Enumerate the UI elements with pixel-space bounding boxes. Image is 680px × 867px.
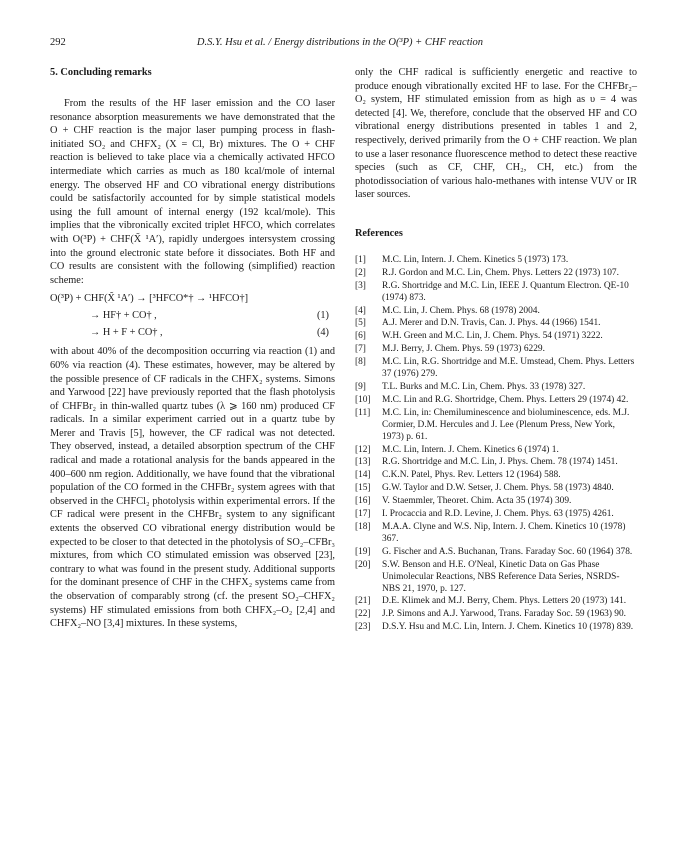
- reference-item: [355, 255, 637, 267]
- left-column: [50, 66, 335, 631]
- reference-text: M.C. Lin, Intern. J. Chem. Kinetics 6 (1974) 1.: [382, 444, 559, 455]
- reference-item: [355, 281, 637, 305]
- reference-item: [355, 445, 637, 457]
- reference-text: A.J. Merer and D.N. Travis, Can. J. Phys. 44 (1966) 1541.: [382, 318, 601, 329]
- reference-number: [6]: [355, 331, 366, 342]
- reference-number: [21]: [355, 596, 371, 607]
- reference-text: M.J. Berry, J. Chem. Phys. 59 (1973) 6229.: [382, 344, 545, 355]
- reference-number: [7]: [355, 344, 366, 355]
- reference-number: [13]: [355, 457, 371, 468]
- section-heading: 5. Concluding remarks: [50, 67, 152, 78]
- equation-line: [50, 327, 335, 341]
- reference-text: R.G. Shortridge and M.C. Lin, J. Phys. Chem. 78 (1974) 1451.: [382, 457, 618, 468]
- reference-number: [9]: [355, 382, 366, 392]
- reference-text: M.C. Lin, in: Chemiluminescence and bioluminescence, eds. M.J. Cormier, D.M. Hercules and J. Lee (Plenum Press, New York, 1973) p. 61.: [382, 407, 630, 442]
- reference-item: [355, 609, 637, 621]
- equation-text: → HF† + CO† ,: [90, 310, 157, 322]
- reference-text: T.L. Burks and M.C. Lin, Chem. Phys. 33 (1978) 327.: [382, 382, 586, 392]
- reference-item: [355, 357, 637, 381]
- reference-item: [355, 483, 637, 495]
- references-heading: References: [355, 227, 403, 239]
- paragraph-conclusion: only the CHF radical is sufficiently energetic and reactive to produce enough vibrationally excited HF to lase. For the CHFBr₂–O₂ system, HF stimulated emission from as high as υ = 4 was detected [4]. We, therefore, conclude that the observed HF and CO vibrational energy distributions presented in tables 1 and 2, respectively, derived primarily from the O + CHF reaction. We plan to use a laser resonance fluorescence method to detect these reactive species (such as CF, CHF, CH₂, CH, etc.) from the photodissociation of various halo-methanes with intense VUV or IR laser sources.: [355, 67, 637, 201]
- reference-text: S.W. Benson and H.E. O'Neal, Kinetic Data on Gas Phase Unimolecular Reactions, NBS Reference Data Series, NSRDS-NBS 21, 1970, p. 127.: [382, 559, 620, 594]
- reference-text: M.A.A. Clyne and W.S. Nip, Intern. J. Chem. Kinetics 10 (1978) 367.: [382, 521, 626, 544]
- equation-text: → H + F + CO† ,: [90, 327, 163, 339]
- reference-number: [10]: [355, 394, 371, 405]
- reference-number: [23]: [355, 622, 371, 633]
- reference-text: I. Procaccia and R.D. Levine, J. Chem. Phys. 63 (1975) 4261.: [382, 509, 614, 520]
- reference-number: [17]: [355, 509, 371, 520]
- reference-text: M.C. Lin, Intern. J. Chem. Kinetics 5 (1973) 173.: [382, 254, 569, 265]
- paragraph-results: From the results of the HF laser emission and the CO laser resonance absorption measurements we have demonstrated that the O + CHF reaction is the major laser pumping process in flash-initiated SO₂ and CHFX₂ (X = Cl, Br) mixtures. The O + CHF reaction is believed to take place via a chemically activated HFCO intermediate which carries as much as 180 kcal/mole of internal energy. The observed HF and CO vibrational energy distributions could be satisfactorily accounted for by simple statistical models using the full amount of internal energy (192 kcal/mole). This implies that the vibronically excited triplet HFCO, which correlates with O(³P) + CHF(X̃ ¹A′), rapidly undergoes intersystem crossing into the ground electronic state before it dissociates. Both HF and CO results are consistent with the following (simplified) reaction scheme:: [50, 98, 335, 286]
- reference-text: M.C. Lin, R.G. Shortridge and M.E. Umstead, Chem. Phys. Letters 37 (1976) 279.: [382, 357, 635, 380]
- reference-item: [355, 395, 637, 407]
- reference-item: [355, 496, 637, 508]
- reference-text: G.W. Taylor and D.W. Setser, J. Chem. Phys. 58 (1973) 4840.: [382, 483, 614, 494]
- reference-item: [355, 547, 637, 559]
- reference-item: [355, 318, 637, 330]
- equation-line: [50, 293, 335, 307]
- reference-number: [15]: [355, 483, 371, 494]
- page-number: 292: [50, 37, 66, 48]
- reference-item: [355, 306, 637, 318]
- reference-text: M.C. Lin, J. Chem. Phys. 68 (1978) 2004.: [382, 305, 540, 316]
- reference-number: [8]: [355, 357, 366, 368]
- reference-text: W.H. Green and M.C. Lin, J. Chem. Phys. 54 (1971) 3222.: [382, 331, 603, 342]
- reference-number: [18]: [355, 521, 371, 532]
- reference-number: [4]: [355, 305, 366, 316]
- reference-number: [3]: [355, 280, 366, 291]
- equation-text: O(³P) + CHF(X̃ ¹A′) → [³HFCO*† → ¹HFCO†]: [50, 293, 249, 305]
- reference-item: [355, 331, 637, 343]
- reference-text: R.G. Shortridge and M.C. Lin, IEEE J. Quantum Electron. QE-10 (1974) 873.: [382, 280, 629, 303]
- reference-item: [355, 344, 637, 356]
- reference-number: [2]: [355, 267, 366, 278]
- reference-number: [14]: [355, 470, 371, 481]
- reference-text: D.S.Y. Hsu and M.C. Lin, Intern. J. Chem. Kinetics 10 (1978) 839.: [382, 622, 634, 633]
- reference-item: [355, 560, 637, 596]
- reference-item: [355, 622, 637, 634]
- equation-number: (1): [316, 310, 329, 322]
- reference-number: [20]: [355, 559, 371, 570]
- reference-item: [355, 408, 637, 444]
- reference-text: D.E. Klimek and M.J. Berry, Chem. Phys. Letters 20 (1973) 141.: [382, 596, 627, 607]
- reference-item: [355, 268, 637, 280]
- equation-line: [50, 310, 335, 324]
- reference-number: [12]: [355, 444, 371, 455]
- reference-text: M.C. Lin and R.G. Shortridge, Chem. Phys. Letters 29 (1974) 42.: [382, 394, 629, 405]
- running-title: D.S.Y. Hsu et al. / Energy distributions in the O(³P) + CHF reaction: [196, 37, 484, 48]
- reference-item: [355, 522, 637, 546]
- reference-number: [19]: [355, 546, 371, 557]
- page-header: [50, 37, 630, 53]
- reference-number: [16]: [355, 496, 371, 507]
- reference-text: C.K.N. Patel, Phys. Rev. Letters 12 (1964) 588.: [382, 470, 561, 481]
- reference-item: [355, 382, 637, 394]
- reference-number: [1]: [355, 254, 366, 265]
- reference-number: [22]: [355, 609, 371, 620]
- reference-text: J.P. Simons and A.J. Yarwood, Trans. Faraday Soc. 59 (1963) 90.: [382, 609, 627, 620]
- reference-text: G. Fischer and A.S. Buchanan, Trans. Faraday Soc. 60 (1964) 378.: [382, 546, 633, 557]
- reference-item: [355, 596, 637, 608]
- reference-number: [11]: [355, 407, 371, 418]
- reference-item: [355, 509, 637, 521]
- reference-number: [5]: [355, 318, 366, 329]
- reference-item: [355, 470, 637, 482]
- equation-number: (4): [316, 327, 329, 339]
- references-list: [355, 255, 637, 634]
- reference-text: V. Staemmler, Theoret. Chim. Acta 35 (1974) 309.: [382, 496, 572, 507]
- right-column: [355, 66, 637, 635]
- reaction-scheme: [50, 287, 335, 343]
- reference-item: [355, 457, 637, 469]
- paragraph-decomposition: with about 40% of the decomposition occurring via reaction (1) and 60% via reaction (4). These estimates, however, may be altered by the possible presence of CF radicals in the CHFX₂ systems. Simons and Yarwood [22] have previously reported that the flash photolysis of CHFBr₂ in thin-walled quartz tubes (λ ⩾ 160 nm) produced CF radicals. In a similar experiment carried out in a quartz tube by Merer and Travis [5], however, the CF radical was not detected. They observed, instead, a detailed absorption spectrum of the CHF radical and made a rotational analysis for the bands appeared in the 400–600 nm region. Additionally, we have found that the vibrational population of the CO formed in the CHFBr₂ system agrees with that observed in the CHFCl₂ photolysis within experimental errors. If the CF radical were present in the CHFBr₂ system to any significant extents the observed CO vibrational energy distribution would be expected to be closer to that detected in the photolysis of SO₂–CFBr₃ mixtures, from which CO stimulated emission was observed [23], contrary to what was found in the present study. Additional supports for the dominant presence of CHF in the CHFX₂ systems came from the observation of comparably strong (cf. the present SO₂–CHFX₂ systems) HF stimulated emissions from both CHFX₂–O₂ [2,4] and CHFX₂–NO [3,4] mixtures. In these systems,: [50, 346, 335, 630]
- reference-text: R.J. Gordon and M.C. Lin, Chem. Phys. Letters 22 (1973) 107.: [382, 267, 619, 278]
